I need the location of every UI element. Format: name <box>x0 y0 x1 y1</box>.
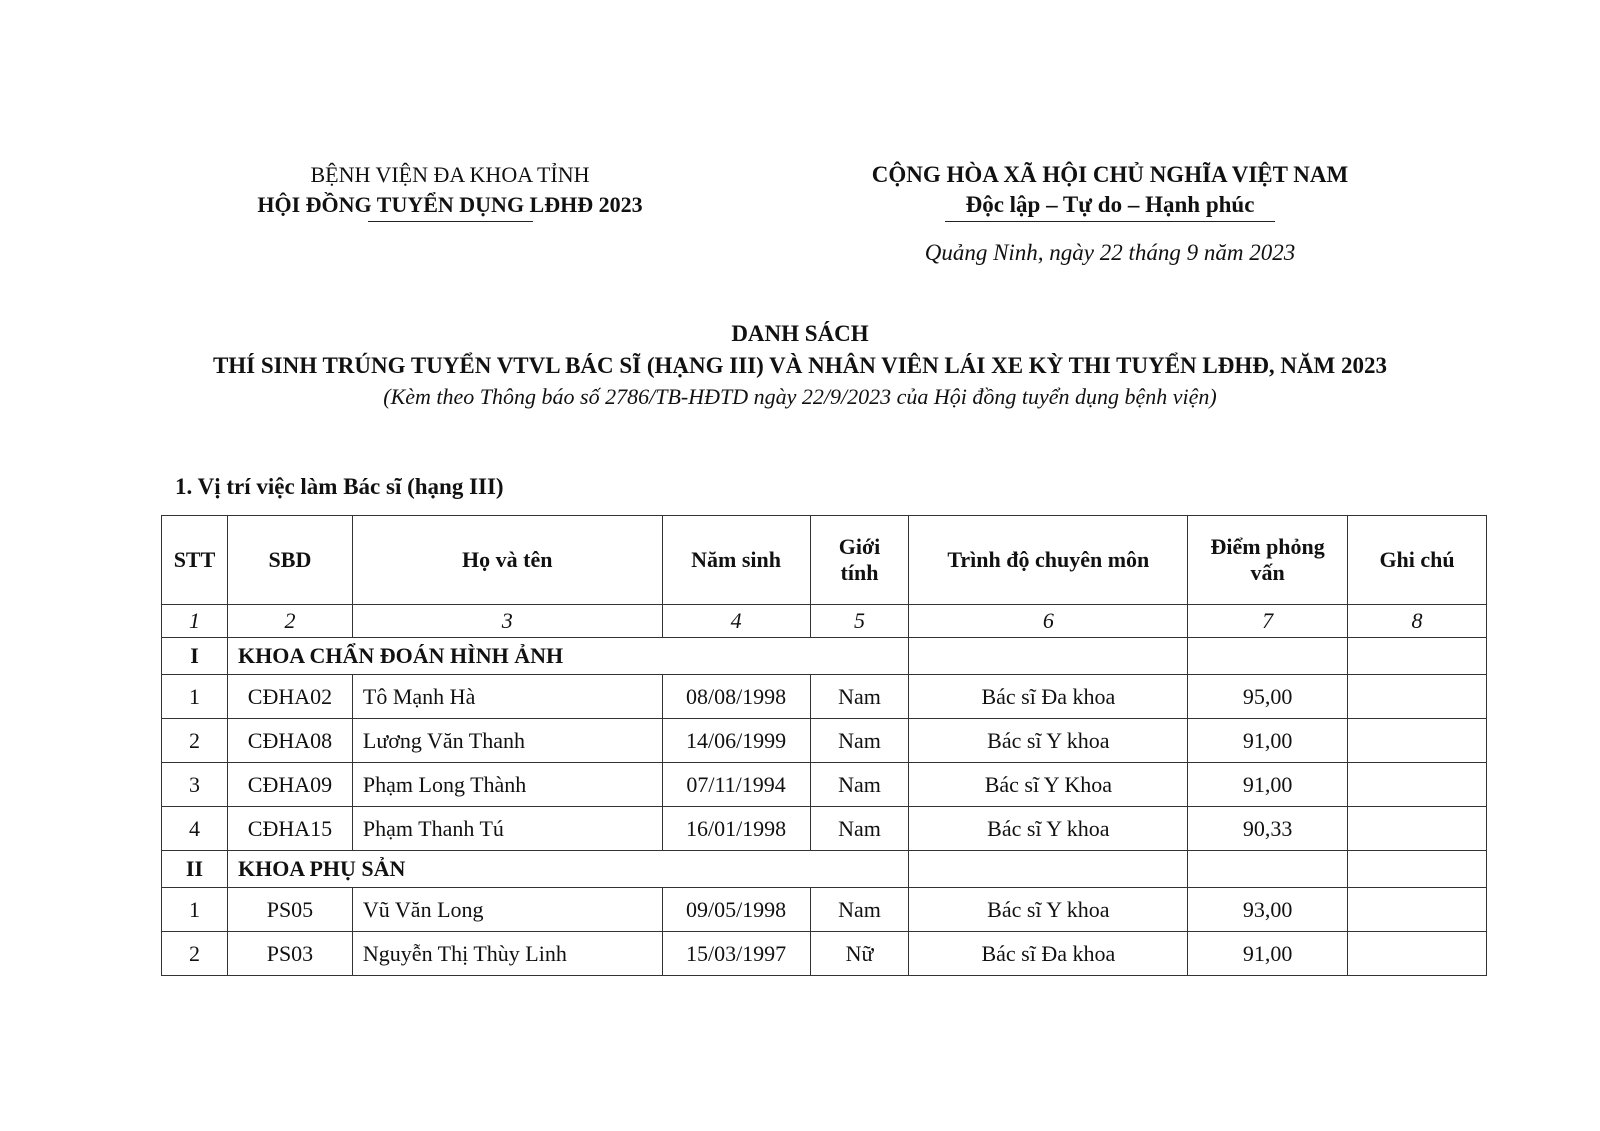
cell-stt: 4 <box>162 807 228 851</box>
column-index: 2 <box>227 605 352 638</box>
empty-cell <box>909 851 1188 888</box>
group-name: KHOA CHẨN ĐOÁN HÌNH ẢNH <box>227 638 909 675</box>
cell-sbd: PS05 <box>227 888 352 932</box>
header-note: Ghi chú <box>1348 516 1487 605</box>
cell-degree: Bác sĩ Y Khoa <box>909 763 1188 807</box>
group-roman: II <box>162 851 228 888</box>
table-header-row <box>162 516 1487 605</box>
cell-degree: Bác sĩ Y khoa <box>909 807 1188 851</box>
cell-score: 95,00 <box>1188 675 1348 719</box>
column-index: 1 <box>162 605 228 638</box>
column-index: 7 <box>1188 605 1348 638</box>
cell-gender: Nam <box>810 888 909 932</box>
empty-cell <box>1348 851 1487 888</box>
results-table <box>161 515 1487 976</box>
header-name: Họ và tên <box>352 516 662 605</box>
cell-degree: Bác sĩ Y khoa <box>909 719 1188 763</box>
national-motto <box>820 160 1400 222</box>
group-name: KHOA PHỤ SẢN <box>227 851 909 888</box>
cell-dob: 07/11/1994 <box>662 763 810 807</box>
header-gender-line1: Giới <box>838 534 881 559</box>
country-name: CỘNG HÒA XÃ HỘI CHỦ NGHĨA VIỆT NAM <box>871 162 1349 187</box>
empty-cell <box>909 638 1188 675</box>
document-date: Quảng Ninh, ngày 22 tháng 9 năm 2023 <box>924 240 1296 265</box>
column-index: 4 <box>662 605 810 638</box>
column-index-row <box>162 605 1487 638</box>
header-degree: Trình độ chuyên môn <box>909 516 1188 605</box>
cell-gender: Nam <box>810 675 909 719</box>
cell-name: Tô Mạnh Hà <box>352 675 662 719</box>
cell-stt: 3 <box>162 763 228 807</box>
table-row <box>162 675 1487 719</box>
council-underline <box>368 221 533 222</box>
cell-gender: Nam <box>810 719 909 763</box>
cell-dob: 09/05/1998 <box>662 888 810 932</box>
motto-underline <box>945 221 1275 222</box>
cell-degree: Bác sĩ Đa khoa <box>909 675 1188 719</box>
cell-name: Phạm Long Thành <box>352 763 662 807</box>
cell-score: 91,00 <box>1188 932 1348 976</box>
column-index: 3 <box>352 605 662 638</box>
cell-note <box>1348 932 1487 976</box>
empty-cell <box>1348 638 1487 675</box>
cell-note <box>1348 719 1487 763</box>
table-row <box>162 807 1487 851</box>
hospital-name: BỆNH VIỆN ĐA KHOA TỈNH <box>310 162 590 187</box>
header-score-line1: Điểm phỏng <box>1210 534 1325 559</box>
cell-stt: 2 <box>162 932 228 976</box>
cell-name: Lương Văn Thanh <box>352 719 662 763</box>
cell-note <box>1348 675 1487 719</box>
cell-gender: Nam <box>810 807 909 851</box>
cell-score: 91,00 <box>1188 719 1348 763</box>
empty-cell <box>1188 851 1348 888</box>
header-sbd: SBD <box>227 516 352 605</box>
table-row <box>162 763 1487 807</box>
section-heading: 1. Vị trí việc làm Bác sĩ (hạng III) <box>175 474 504 499</box>
table-row <box>162 888 1487 932</box>
cell-sbd: PS03 <box>227 932 352 976</box>
header-gender-line2: tính <box>840 560 879 585</box>
group-row <box>162 851 1487 888</box>
header-score <box>1188 516 1348 605</box>
title-line-2: THÍ SINH TRÚNG TUYỂN VTVL BÁC SĨ (HẠNG III) VÀ NHÂN VIÊN LÁI XE KỲ THI TUYỂN LĐHĐ, NĂM 2023 <box>212 353 1388 378</box>
column-index: 6 <box>909 605 1188 638</box>
table-row <box>162 719 1487 763</box>
header-stt: STT <box>162 516 228 605</box>
cell-sbd: CĐHA02 <box>227 675 352 719</box>
motto: Độc lập – Tự do – Hạnh phúc <box>965 192 1255 217</box>
cell-name: Nguyễn Thị Thùy Linh <box>352 932 662 976</box>
group-row <box>162 638 1487 675</box>
cell-name: Vũ Văn Long <box>352 888 662 932</box>
cell-dob: 14/06/1999 <box>662 719 810 763</box>
header-gender <box>810 516 909 605</box>
cell-stt: 2 <box>162 719 228 763</box>
table-row <box>162 932 1487 976</box>
header-dob: Năm sinh <box>662 516 810 605</box>
cell-dob: 16/01/1998 <box>662 807 810 851</box>
cell-note <box>1348 807 1487 851</box>
cell-gender: Nữ <box>810 932 909 976</box>
cell-score: 93,00 <box>1188 888 1348 932</box>
column-index: 5 <box>810 605 909 638</box>
cell-note <box>1348 763 1487 807</box>
group-roman: I <box>162 638 228 675</box>
header-score-line2: vấn <box>1250 560 1285 585</box>
council-name: HỘI ĐỒNG TUYỂN DỤNG LĐHĐ 2023 <box>257 192 643 217</box>
document-title <box>0 318 1600 412</box>
cell-degree: Bác sĩ Y khoa <box>909 888 1188 932</box>
column-index: 8 <box>1348 605 1487 638</box>
cell-degree: Bác sĩ Đa khoa <box>909 932 1188 976</box>
cell-score: 91,00 <box>1188 763 1348 807</box>
cell-stt: 1 <box>162 675 228 719</box>
cell-note <box>1348 888 1487 932</box>
cell-name: Phạm Thanh Tú <box>352 807 662 851</box>
cell-sbd: CĐHA08 <box>227 719 352 763</box>
cell-sbd: CĐHA09 <box>227 763 352 807</box>
cell-score: 90,33 <box>1188 807 1348 851</box>
cell-dob: 15/03/1997 <box>662 932 810 976</box>
title-subtitle: (Kèm theo Thông báo số 2786/TB-HĐTD ngày 22/9/2023 của Hội đồng tuyển dụng bệnh viện) <box>383 384 1217 409</box>
empty-cell <box>1188 638 1348 675</box>
cell-dob: 08/08/1998 <box>662 675 810 719</box>
cell-sbd: CĐHA15 <box>227 807 352 851</box>
cell-gender: Nam <box>810 763 909 807</box>
cell-stt: 1 <box>162 888 228 932</box>
issuing-organization <box>160 160 740 222</box>
title-line-1: DANH SÁCH <box>731 321 869 346</box>
